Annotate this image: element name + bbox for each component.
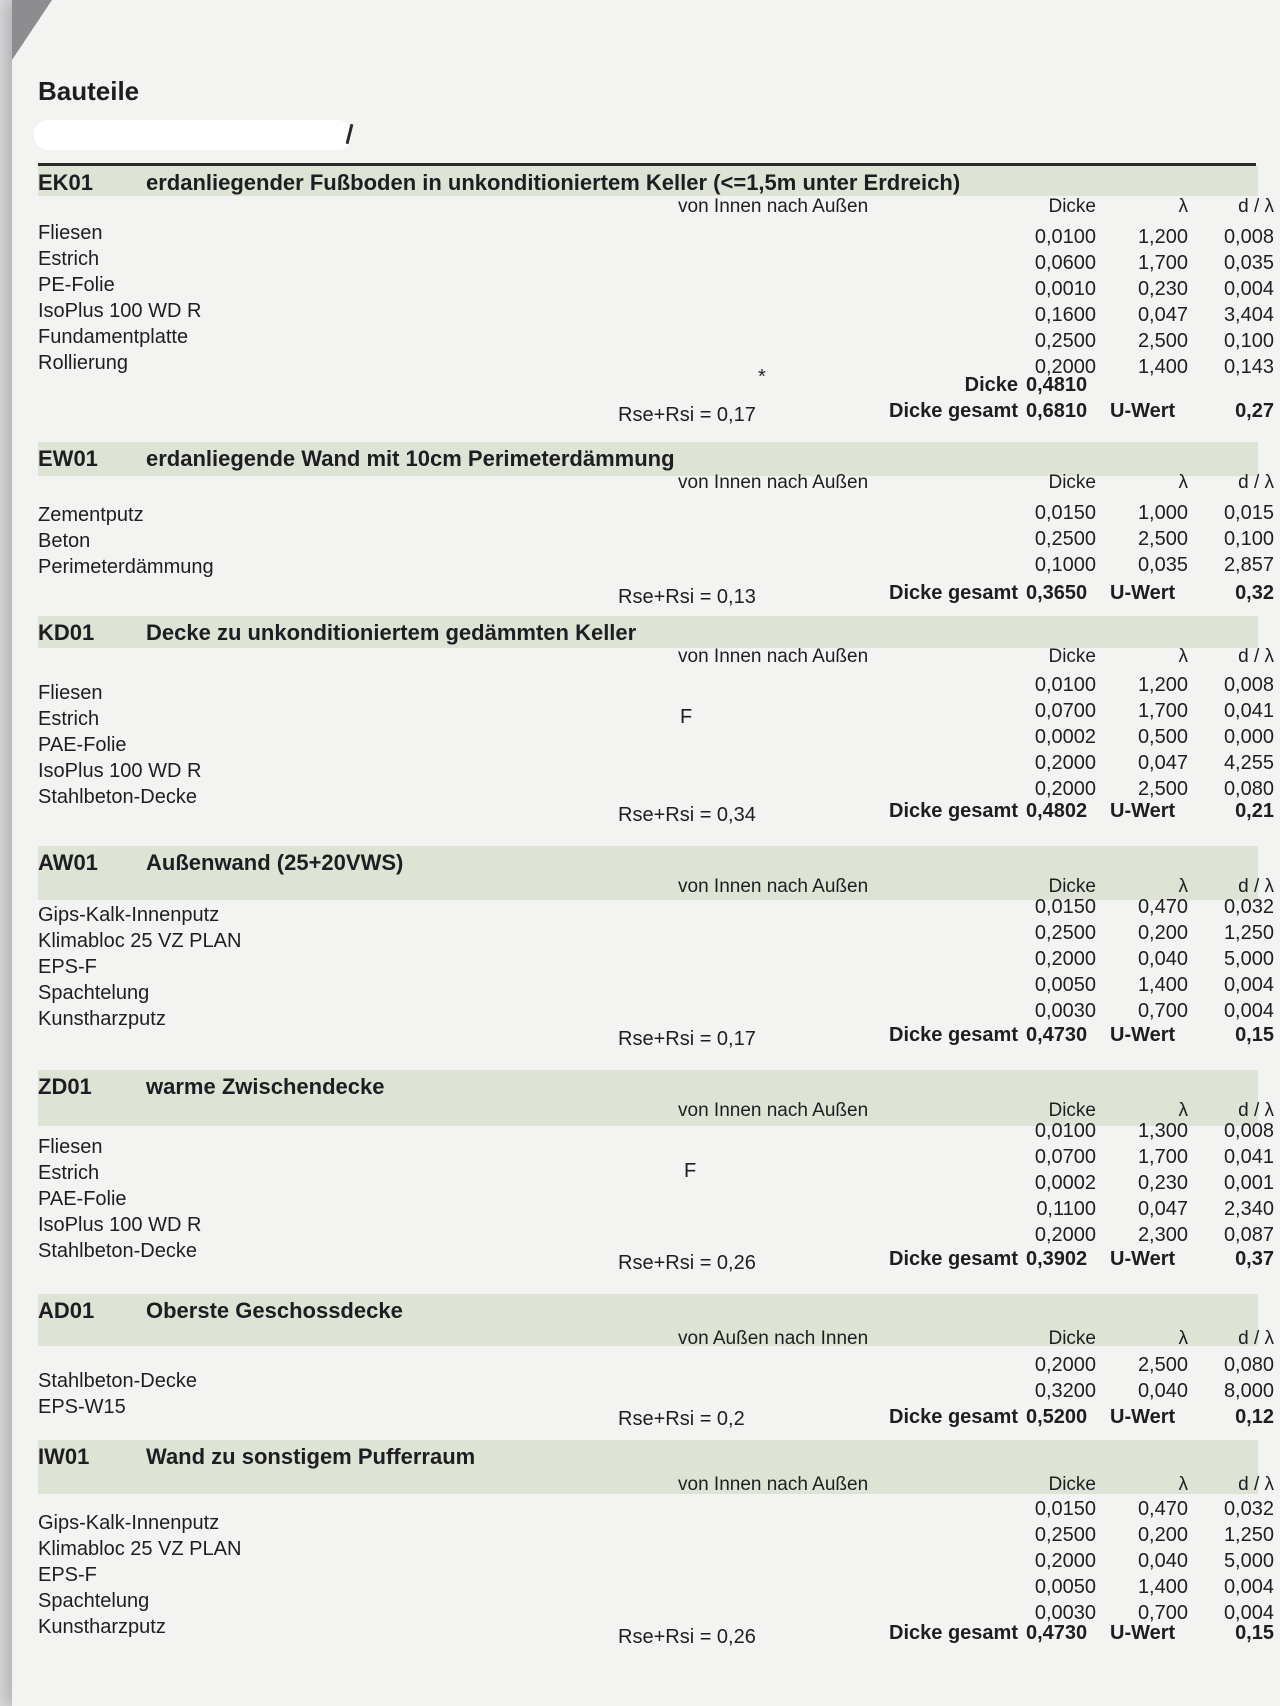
layer-conductivity: 1,300 [1137, 1120, 1188, 1142]
rse-rsi-value: Rse+Rsi = 0,2 [618, 1408, 745, 1430]
layer-name: IsoPlus 100 WD R [38, 300, 202, 322]
layer-name: Fliesen [38, 1136, 103, 1158]
layer-value-list [38, 894, 1278, 1024]
u-wert-label: U-Wert [1110, 400, 1176, 422]
u-wert-label: U-Wert [1110, 1024, 1176, 1046]
column-header-dicke: Dicke [1048, 472, 1096, 493]
layer-name: Fliesen [38, 682, 103, 704]
u-wert-value: 0,32 [1235, 582, 1274, 604]
layer-resistance: 0,032 [1223, 1498, 1274, 1520]
layer-conductivity: 1,200 [1137, 674, 1188, 696]
layer-value-row [38, 1548, 1278, 1574]
layer-name: Gips-Kalk-Innenputz [38, 1512, 220, 1534]
layer-value-row [38, 776, 1278, 802]
layer-thickness: 0,0002 [1034, 726, 1096, 748]
layer-resistance: 0,080 [1223, 1354, 1274, 1376]
layer-conductivity: 0,040 [1137, 1550, 1188, 1572]
u-wert-label: U-Wert [1110, 1622, 1176, 1644]
layer-name: Kunstharzputz [38, 1616, 166, 1638]
layer-value-list [38, 672, 1278, 802]
dicke-gesamt-value: 0,4730 [1026, 1622, 1088, 1644]
layer-thickness: 0,2000 [1034, 1354, 1096, 1376]
layer-value-row [38, 750, 1278, 776]
layer-resistance: 0,143 [1223, 356, 1274, 378]
u-wert-value: 0,15 [1235, 1622, 1274, 1644]
layer-resistance: 0,041 [1223, 1146, 1274, 1168]
layer-name: Kunstharzputz [38, 1008, 166, 1030]
layer-name: EPS-W15 [38, 1396, 126, 1418]
dicke-gesamt-value: 0,3902 [1026, 1248, 1088, 1270]
layer-value-row [38, 998, 1278, 1024]
layer-thickness: 0,0150 [1034, 502, 1096, 524]
layer-conductivity: 1,400 [1137, 1576, 1188, 1598]
layer-value-row [38, 920, 1278, 946]
layer-name: Spachtelung [38, 1590, 150, 1612]
layer-thickness: 0,2000 [1034, 1224, 1096, 1246]
dicke-gesamt-value: 0,4802 [1026, 800, 1088, 822]
column-header-d-lambda: d / λ [1238, 1474, 1274, 1495]
u-wert-value: 0,15 [1235, 1024, 1274, 1046]
layer-conductivity: 0,230 [1137, 1172, 1188, 1194]
layer-resistance: 1,250 [1223, 922, 1274, 944]
dicke-gesamt-label: Dicke gesamt [889, 400, 1018, 422]
layer-value-row [38, 526, 1278, 552]
layer-direction: von Innen nach Außen [678, 1474, 869, 1495]
column-header-d-lambda: d / λ [1238, 876, 1274, 897]
layer-name: Stahlbeton-Decke [38, 1240, 197, 1262]
column-header-lambda: λ [1178, 196, 1188, 217]
layer-name: Zementputz [38, 504, 144, 526]
dicke-gesamt-value: 0,4730 [1026, 1024, 1088, 1046]
layer-conductivity: 0,700 [1137, 1000, 1188, 1022]
layer-resistance: 0,008 [1223, 674, 1274, 696]
component-name: Oberste Geschossdecke [146, 1298, 403, 1323]
component-name: Außenwand (25+20VWS) [146, 850, 404, 875]
layer-conductivity: 1,000 [1137, 502, 1188, 524]
section-ad01 [38, 1294, 1274, 1436]
section-ew01 [38, 442, 1274, 612]
annotation-mark: * [758, 366, 766, 388]
layer-resistance: 0,035 [1223, 252, 1274, 274]
layer-name: Fundamentplatte [38, 326, 189, 348]
dicke-value: 0,4810 [1026, 374, 1088, 396]
component-name: erdanliegende Wand mit 10cm Perimeterdämmung [146, 446, 675, 471]
layer-direction: von Außen nach Innen [678, 1328, 869, 1349]
layer-conductivity: 0,700 [1137, 1602, 1188, 1624]
section-kd01 [38, 616, 1274, 830]
component-code: EW01 [38, 446, 98, 471]
u-wert-value: 0,12 [1235, 1406, 1274, 1428]
layer-thickness: 0,2000 [1034, 948, 1096, 970]
layer-thickness: 0,0050 [1034, 974, 1096, 996]
layer-direction: von Innen nach Außen [678, 196, 869, 217]
layer-value-row [38, 894, 1278, 920]
layer-thickness: 0,0150 [1034, 896, 1096, 918]
document-page [12, 0, 1280, 1706]
layer-thickness: 0,0050 [1034, 1576, 1096, 1598]
layer-thickness: 0,2000 [1034, 1550, 1096, 1572]
layer-resistance: 0,100 [1223, 330, 1274, 352]
layer-value-list [38, 1496, 1278, 1626]
layer-conductivity: 2,300 [1137, 1224, 1188, 1246]
u-wert-label: U-Wert [1110, 1406, 1176, 1428]
dicke-gesamt-label: Dicke gesamt [889, 1406, 1018, 1428]
layer-thickness: 0,2000 [1034, 778, 1096, 800]
layer-resistance: 0,004 [1223, 1576, 1274, 1598]
layer-thickness: 0,0700 [1034, 700, 1096, 722]
u-wert-label: U-Wert [1110, 1248, 1176, 1270]
layer-thickness: 0,3200 [1034, 1380, 1096, 1402]
dicke-gesamt-label: Dicke gesamt [889, 582, 1018, 604]
section-zd01 [38, 1070, 1274, 1278]
layer-resistance: 0,100 [1223, 528, 1274, 550]
layer-thickness: 0,1100 [1036, 1198, 1096, 1220]
layer-conductivity: 0,040 [1137, 1380, 1188, 1402]
section-iw01 [38, 1440, 1274, 1652]
layer-value-row [38, 552, 1278, 578]
layer-resistance: 5,000 [1223, 1550, 1274, 1572]
layer-value-row [38, 724, 1278, 750]
layer-conductivity: 0,200 [1137, 922, 1188, 944]
layer-conductivity: 0,200 [1137, 1524, 1188, 1546]
layer-value-row [38, 672, 1278, 698]
layer-resistance: 0,008 [1223, 1120, 1274, 1142]
layer-thickness: 0,0600 [1034, 252, 1096, 274]
layer-conductivity: 0,230 [1137, 278, 1188, 300]
layer-name: Klimabloc 25 VZ PLAN [38, 1538, 242, 1560]
layer-direction: von Innen nach Außen [678, 876, 869, 897]
component-name: erdanliegender Fußboden in unkonditioniertem Keller (<=1,5m unter Erdreich) [146, 170, 961, 195]
rse-rsi-value: Rse+Rsi = 0,26 [618, 1626, 756, 1648]
layer-thickness: 0,0100 [1034, 1120, 1096, 1142]
annotation-mark: F [684, 1160, 697, 1182]
layer-resistance: 0,041 [1223, 700, 1274, 722]
layer-value-list [38, 1118, 1278, 1248]
layer-conductivity: 0,040 [1137, 948, 1188, 970]
layer-resistance: 3,404 [1223, 304, 1274, 326]
layer-value-row [38, 276, 1278, 302]
layer-name: EPS-F [38, 1564, 97, 1586]
rse-rsi-value: Rse+Rsi = 0,13 [618, 586, 756, 608]
layer-resistance: 0,008 [1223, 226, 1274, 248]
dicke-gesamt-value: 0,5200 [1026, 1406, 1088, 1428]
column-header-dicke: Dicke [1048, 1100, 1096, 1121]
layer-resistance: 0,015 [1223, 502, 1274, 524]
layer-conductivity: 0,470 [1137, 1498, 1188, 1520]
layer-conductivity: 0,500 [1137, 726, 1188, 748]
layer-value-row [38, 1144, 1278, 1170]
layer-conductivity: 0,035 [1137, 554, 1188, 576]
layer-conductivity: 1,200 [1137, 226, 1188, 248]
layer-conductivity: 0,047 [1137, 752, 1188, 774]
dicke-label: Dicke [964, 374, 1018, 396]
component-code: KD01 [38, 620, 95, 645]
layer-conductivity: 2,500 [1137, 528, 1188, 550]
layer-conductivity: 1,700 [1137, 252, 1188, 274]
layer-thickness: 0,0002 [1034, 1172, 1096, 1194]
rse-rsi-value: Rse+Rsi = 0,26 [618, 1252, 756, 1274]
layer-thickness: 0,0010 [1034, 278, 1096, 300]
layer-thickness: 0,0150 [1034, 1498, 1096, 1520]
layer-value-row [38, 972, 1278, 998]
annotation-mark: F [680, 706, 693, 728]
layer-name: Estrich [38, 708, 100, 730]
layer-name: Rollierung [38, 352, 129, 374]
column-header-d-lambda: d / λ [1238, 1328, 1274, 1349]
layer-value-row [38, 1600, 1278, 1626]
layer-value-row [38, 1378, 1278, 1404]
layer-name: PAE-Folie [38, 734, 127, 756]
layer-name: PAE-Folie [38, 1188, 127, 1210]
layer-name: Gips-Kalk-Innenputz [38, 904, 220, 926]
component-code: AD01 [38, 1298, 95, 1323]
layer-resistance: 0,001 [1223, 1172, 1274, 1194]
layer-name: IsoPlus 100 WD R [38, 760, 202, 782]
dicke-gesamt-value: 0,3650 [1026, 582, 1088, 604]
component-code: EK01 [38, 170, 94, 195]
layer-conductivity: 0,047 [1137, 304, 1188, 326]
layer-name: Klimabloc 25 VZ PLAN [38, 930, 242, 952]
layer-value-list [38, 500, 1278, 578]
layer-thickness: 0,0100 [1034, 674, 1096, 696]
layer-value-row [38, 946, 1278, 972]
column-header-lambda: λ [1178, 1100, 1188, 1121]
layer-thickness: 0,2000 [1034, 356, 1096, 378]
layer-name: IsoPlus 100 WD R [38, 1214, 202, 1236]
column-header-d-lambda: d / λ [1238, 646, 1274, 667]
layer-name: Estrich [38, 248, 100, 270]
layer-conductivity: 1,400 [1137, 356, 1188, 378]
layer-thickness: 0,2500 [1034, 922, 1096, 944]
layer-thickness: 0,2000 [1034, 752, 1096, 774]
rse-rsi-value: Rse+Rsi = 0,17 [618, 1028, 756, 1050]
layer-name: Stahlbeton-Decke [38, 786, 197, 808]
layer-name: Spachtelung [38, 982, 150, 1004]
section-ek01 [38, 166, 1274, 430]
column-header-dicke: Dicke [1048, 876, 1096, 897]
layer-thickness: 0,0700 [1034, 1146, 1096, 1168]
component-name: Wand zu sonstigem Pufferraum [146, 1444, 476, 1469]
dicke-gesamt-label: Dicke gesamt [889, 800, 1018, 822]
layer-name: EPS-F [38, 956, 97, 978]
column-header-lambda: λ [1178, 646, 1188, 667]
layer-conductivity: 1,700 [1137, 1146, 1188, 1168]
layer-thickness: 0,1600 [1034, 304, 1096, 326]
layer-value-row [38, 1170, 1278, 1196]
layer-conductivity: 1,700 [1137, 700, 1188, 722]
layer-value-row [38, 224, 1278, 250]
layer-name: Perimeterdämmung [38, 556, 214, 578]
u-wert-label: U-Wert [1110, 800, 1176, 822]
layer-resistance: 0,080 [1223, 778, 1274, 800]
layer-conductivity: 2,500 [1137, 1354, 1188, 1376]
layer-value-row [38, 354, 1278, 380]
layer-value-row [38, 1522, 1278, 1548]
u-wert-value: 0,27 [1235, 400, 1274, 422]
column-header-d-lambda: d / λ [1238, 196, 1274, 217]
column-header-lambda: λ [1178, 472, 1188, 493]
layer-resistance: 0,004 [1223, 1000, 1274, 1022]
rse-rsi-value: Rse+Rsi = 0,34 [618, 804, 756, 826]
component-code: ZD01 [38, 1074, 92, 1099]
component-code: AW01 [38, 850, 98, 875]
layer-resistance: 8,000 [1223, 1380, 1274, 1402]
layer-name: PE-Folie [38, 274, 115, 296]
column-header-dicke: Dicke [1048, 196, 1096, 217]
layer-resistance: 0,087 [1223, 1224, 1274, 1246]
dicke-gesamt-label: Dicke gesamt [889, 1248, 1018, 1270]
component-name: Decke zu unkonditioniertem gedämmten Keller [146, 620, 637, 645]
column-header-dicke: Dicke [1048, 646, 1096, 667]
redaction-mark [34, 120, 352, 150]
column-header-lambda: λ [1178, 1474, 1188, 1495]
layer-resistance: 0,000 [1223, 726, 1274, 748]
layer-name: Beton [38, 530, 91, 552]
layer-resistance: 4,255 [1223, 752, 1274, 774]
layer-value-row [38, 302, 1278, 328]
component-name: warme Zwischendecke [146, 1074, 385, 1099]
document-title: Bauteile [38, 76, 140, 106]
layer-value-list [38, 1352, 1278, 1404]
column-header-lambda: λ [1178, 876, 1188, 897]
layer-thickness: 0,0030 [1034, 1000, 1096, 1022]
u-wert-label: U-Wert [1110, 582, 1176, 604]
component-code: IW01 [38, 1444, 90, 1469]
layer-resistance: 2,857 [1223, 554, 1274, 576]
layer-value-row [38, 698, 1278, 724]
rse-rsi-value: Rse+Rsi = 0,17 [618, 404, 756, 426]
layer-value-row [38, 1574, 1278, 1600]
layer-value-row [38, 250, 1278, 276]
layer-conductivity: 0,047 [1137, 1198, 1188, 1220]
layer-resistance: 2,340 [1223, 1198, 1274, 1220]
layer-value-list [38, 224, 1278, 380]
layer-value-row [38, 1352, 1278, 1378]
layer-value-row [38, 1496, 1278, 1522]
layer-name: Stahlbeton-Decke [38, 1370, 197, 1392]
layer-resistance: 0,004 [1223, 974, 1274, 996]
layer-resistance: 0,004 [1223, 1602, 1274, 1624]
layer-conductivity: 1,400 [1137, 974, 1188, 996]
layer-value-row [38, 500, 1278, 526]
layer-resistance: 0,032 [1223, 896, 1274, 918]
layer-thickness: 0,0030 [1034, 1602, 1096, 1624]
column-header-d-lambda: d / λ [1238, 1100, 1274, 1121]
layer-name: Estrich [38, 1162, 100, 1184]
layer-conductivity: 0,470 [1137, 896, 1188, 918]
layer-conductivity: 2,500 [1137, 778, 1188, 800]
dicke-gesamt-value: 0,6810 [1026, 400, 1088, 422]
column-header-d-lambda: d / λ [1238, 472, 1274, 493]
u-wert-value: 0,21 [1235, 800, 1274, 822]
layer-name: Fliesen [38, 222, 103, 244]
layer-value-row [38, 328, 1278, 354]
u-wert-value: 0,37 [1235, 1248, 1274, 1270]
page-corner-shadow [12, 0, 52, 60]
layer-thickness: 0,1000 [1034, 554, 1096, 576]
layer-thickness: 0,0100 [1034, 226, 1096, 248]
column-header-lambda: λ [1178, 1328, 1188, 1349]
dicke-gesamt-label: Dicke gesamt [889, 1024, 1018, 1046]
layer-thickness: 0,2500 [1034, 1524, 1096, 1546]
column-header-dicke: Dicke [1048, 1474, 1096, 1495]
layer-value-row [38, 1222, 1278, 1248]
layer-conductivity: 2,500 [1137, 330, 1188, 352]
layer-resistance: 0,004 [1223, 278, 1274, 300]
layer-thickness: 0,2500 [1034, 528, 1096, 550]
layer-value-row [38, 1118, 1278, 1144]
layer-value-row [38, 1196, 1278, 1222]
layer-thickness: 0,2500 [1034, 330, 1096, 352]
layer-resistance: 1,250 [1223, 1524, 1274, 1546]
section-aw01 [38, 846, 1274, 1054]
layer-direction: von Innen nach Außen [678, 472, 869, 493]
dicke-gesamt-label: Dicke gesamt [889, 1622, 1018, 1644]
layer-direction: von Innen nach Außen [678, 646, 869, 667]
column-header-dicke: Dicke [1048, 1328, 1096, 1349]
layer-resistance: 5,000 [1223, 948, 1274, 970]
layer-direction: von Innen nach Außen [678, 1100, 869, 1121]
